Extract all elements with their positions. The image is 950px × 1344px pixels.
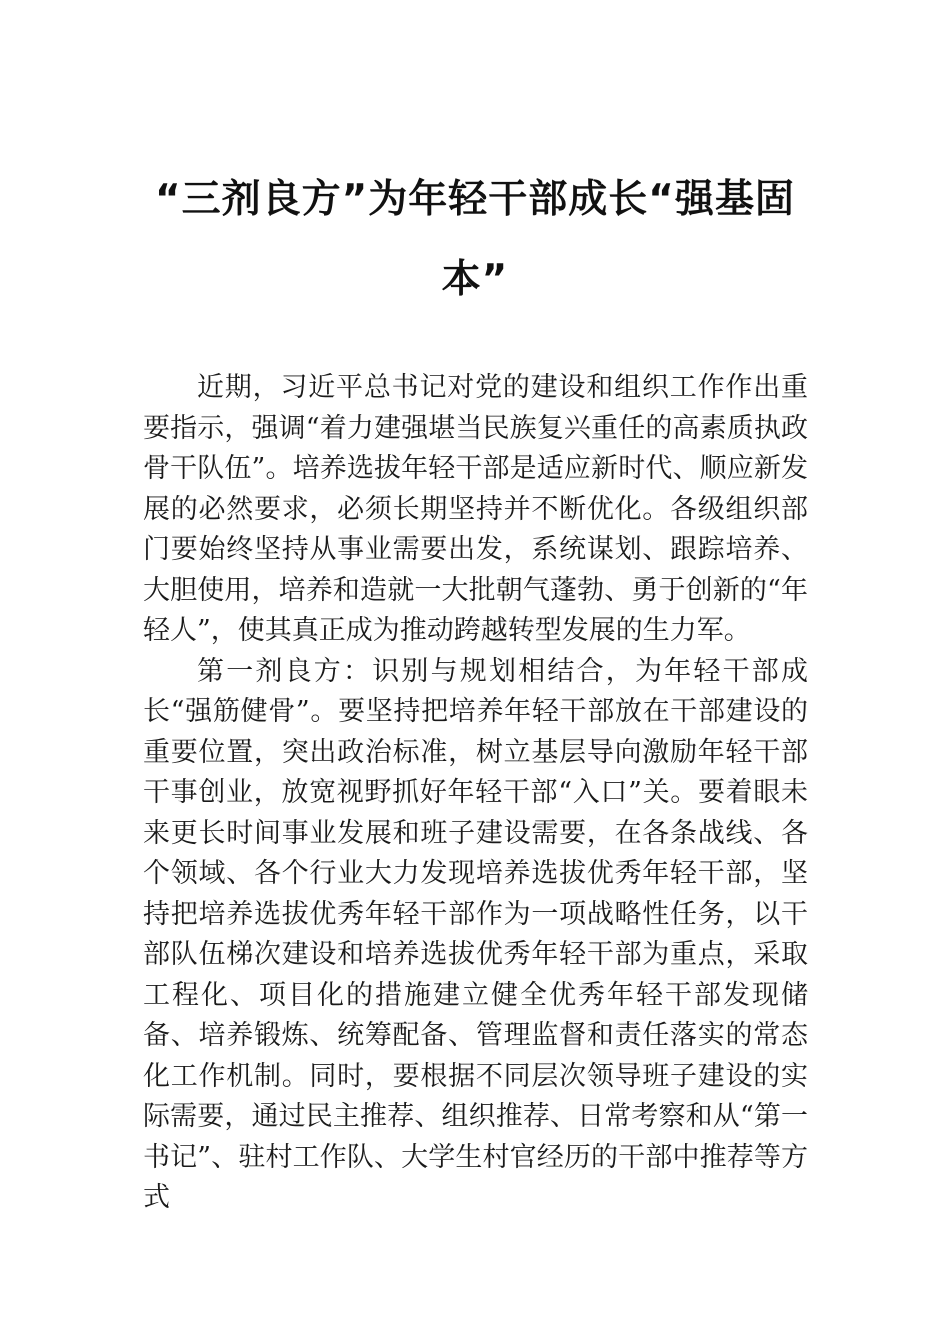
document-body	[143, 368, 808, 1219]
paragraph-intro: 近期，习近平总书记对党的建设和组织工作作出重要指示，强调“着力建强堪当民族复兴重任的高素质执政骨干队伍”。培养选拔年轻干部是适应新时代、顺应新发展的必然要求，必须长期坚持并不断优化。各级组织部门要始终坚持从事业需要出发，系统谋划、跟踪培养、大胆使用，培养和造就一大批朝气蓬勃、勇于创新的“年轻人”，使其真正成为推动跨越转型发展的生力军。	[143, 372, 808, 646]
document-title: “三剂良方”为年轻干部成长“强基固本”	[155, 177, 795, 302]
paragraph-first-remedy: 第一剂良方：识别与规划相结合，为年轻干部成长“强筋健骨”。要坚持把培养年轻干部放在干部建设的重要位置，突出政治标准，树立基层导向激励年轻干部干事创业，放宽视野抓好年轻干部“入口”关。要着眼未来更长时间事业发展和班子建设需要，在各条战线、各个领域、各个行业大力发现培养选拔优秀年轻干部，坚持把培养选拔优秀年轻干部作为一项战略性任务，以干部队伍梯次建设和培养选拔优秀年轻干部为重点，采取工程化、项目化的措施建立健全优秀年轻干部发现储备、培养锻炼、统筹配备、管理监督和责任落实的常态化工作机制。同时，要根据不同层次领导班子建设的实际需要，通过民主推荐、组织推荐、日常考察和从“第一书记”、驻村工作队、大学生村官经历的干部中推荐等方式	[143, 655, 808, 1213]
